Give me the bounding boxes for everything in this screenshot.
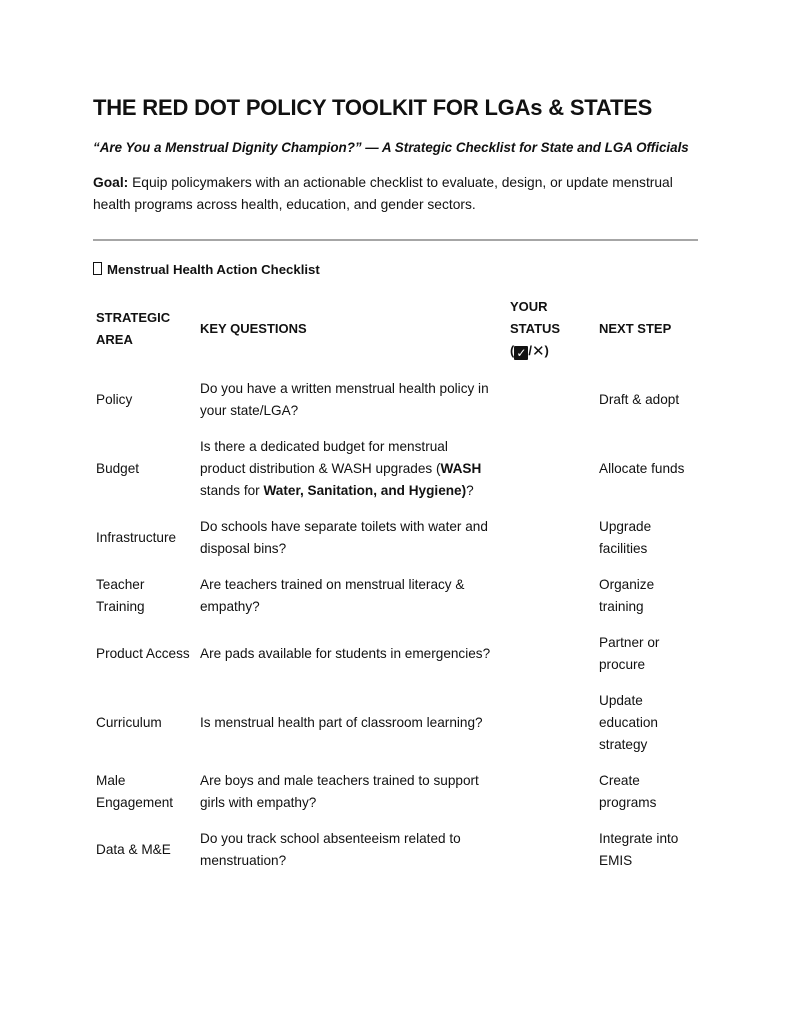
document-subtitle: “Are You a Menstrual Dignity Champion?” — A Strategic Checklist for State and LGA Officials — [93, 140, 689, 155]
x-mark-icon: ✕ — [531, 343, 545, 360]
checklist-heading — [93, 262, 320, 277]
row-teacher-training-question — [200, 574, 464, 618]
row-curriculum-next-line2: education — [599, 715, 658, 730]
header-area-line2: AREA — [96, 332, 133, 347]
header-your-status — [510, 296, 560, 363]
row-curriculum-next-step — [599, 690, 658, 756]
row-policy-question-line1: Do you have a written menstrual health policy in — [200, 381, 489, 396]
row-teacher-training-area — [96, 574, 145, 618]
row-male-engagement-question-line2: girls with empathy? — [200, 795, 317, 810]
document-title: THE RED DOT POLICY TOOLKIT FOR LGAs & STATES — [93, 95, 653, 120]
row-policy-question — [200, 378, 489, 422]
row-infrastructure-next-line1: Upgrade — [599, 519, 652, 534]
header-status-line1: YOUR — [510, 299, 548, 314]
header-status-line2: STATUS — [510, 321, 561, 336]
row-budget-question-wash-definition: Water, Sanitation, and Hygiene) — [263, 483, 467, 498]
row-policy-area: Policy — [96, 392, 133, 407]
row-curriculum-next-line1: Update — [599, 693, 643, 708]
row-product-access-question: Are pads available for students in emergencies? — [200, 646, 491, 661]
row-policy-next-step: Draft & adopt — [599, 392, 680, 407]
header-strategic-area — [96, 307, 170, 351]
check-box-icon: ✓ — [516, 346, 527, 360]
row-policy-question-line2: your state/LGA? — [200, 403, 299, 418]
row-male-engagement-area-line1: Male — [96, 773, 126, 788]
row-budget-question-line3: stands for — [200, 483, 264, 498]
row-product-access-next-step — [599, 632, 659, 676]
header-next-step: NEXT STEP — [599, 321, 672, 336]
row-infrastructure-area: Infrastructure — [96, 530, 177, 545]
section-divider — [93, 239, 698, 241]
status-open-paren: ( — [510, 343, 515, 358]
status-slash: / — [528, 343, 532, 358]
row-male-engagement-next-step — [599, 770, 656, 814]
row-teacher-training-next-step — [599, 574, 654, 618]
row-male-engagement-question — [200, 770, 479, 814]
row-curriculum-question: Is menstrual health part of classroom learning? — [200, 715, 483, 730]
row-teacher-training-question-line2: empathy? — [200, 599, 260, 614]
row-budget-question-end: ? — [466, 483, 474, 498]
row-male-engagement-next-line1: Create — [599, 773, 640, 788]
row-data-me-next-step — [599, 828, 678, 872]
row-data-me-question — [200, 828, 461, 872]
checklist-heading-text: Menstrual Health Action Checklist — [107, 262, 320, 277]
row-budget-next-step: Allocate funds — [599, 461, 685, 476]
row-product-access-area: Product Access — [96, 646, 190, 661]
row-budget-question-wash: WASH — [440, 461, 482, 476]
row-budget-question-line2: product distribution & WASH upgrades ( — [200, 461, 441, 476]
row-data-me-question-line2: menstruation? — [200, 853, 287, 868]
header-key-questions: KEY QUESTIONS — [200, 321, 307, 336]
row-data-me-next-line2: EMIS — [599, 853, 633, 868]
goal-text-line1: Equip policymakers with an actionable checklist to evaluate, design, or update menstrual — [128, 175, 673, 190]
row-curriculum-next-line3: strategy — [599, 737, 648, 752]
row-male-engagement-question-line1: Are boys and male teachers trained to support — [200, 773, 479, 788]
row-budget-area: Budget — [96, 461, 140, 476]
row-product-access-next-line1: Partner or — [599, 635, 660, 650]
row-male-engagement-area — [96, 770, 173, 814]
goal-text-line2: health programs across health, education, and gender sectors. — [93, 197, 476, 212]
status-legend — [510, 340, 549, 363]
row-product-access-next-line2: procure — [599, 657, 646, 672]
row-teacher-training-next-line2: training — [599, 599, 644, 614]
header-area-line1: STRATEGIC — [96, 310, 171, 325]
status-close-paren: ) — [544, 343, 549, 358]
goal-paragraph — [93, 172, 698, 216]
row-male-engagement-area-line2: Engagement — [96, 795, 174, 810]
row-infrastructure-question-line2: disposal bins? — [200, 541, 287, 556]
row-data-me-next-line1: Integrate into — [599, 831, 679, 846]
row-curriculum-area: Curriculum — [96, 715, 162, 730]
row-budget-question-line1: Is there a dedicated budget for menstrual — [200, 439, 448, 454]
row-teacher-training-next-line1: Organize — [599, 577, 655, 592]
row-infrastructure-question — [200, 516, 488, 560]
row-data-me-area: Data & M&E — [96, 842, 171, 857]
row-infrastructure-question-line1: Do schools have separate toilets with water and — [200, 519, 488, 534]
row-infrastructure-next-step — [599, 516, 651, 560]
row-male-engagement-next-line2: programs — [599, 795, 657, 810]
row-teacher-training-area-line1: Teacher — [96, 577, 145, 592]
row-data-me-question-line1: Do you track school absenteeism related to — [200, 831, 461, 846]
row-budget-question — [200, 436, 481, 502]
row-teacher-training-area-line2: Training — [96, 599, 145, 614]
checkbox-placeholder-icon — [93, 262, 102, 275]
row-infrastructure-next-line2: facilities — [599, 541, 648, 556]
row-teacher-training-question-line1: Are teachers trained on menstrual literacy & — [200, 577, 465, 592]
goal-label: Goal: — [93, 175, 129, 190]
